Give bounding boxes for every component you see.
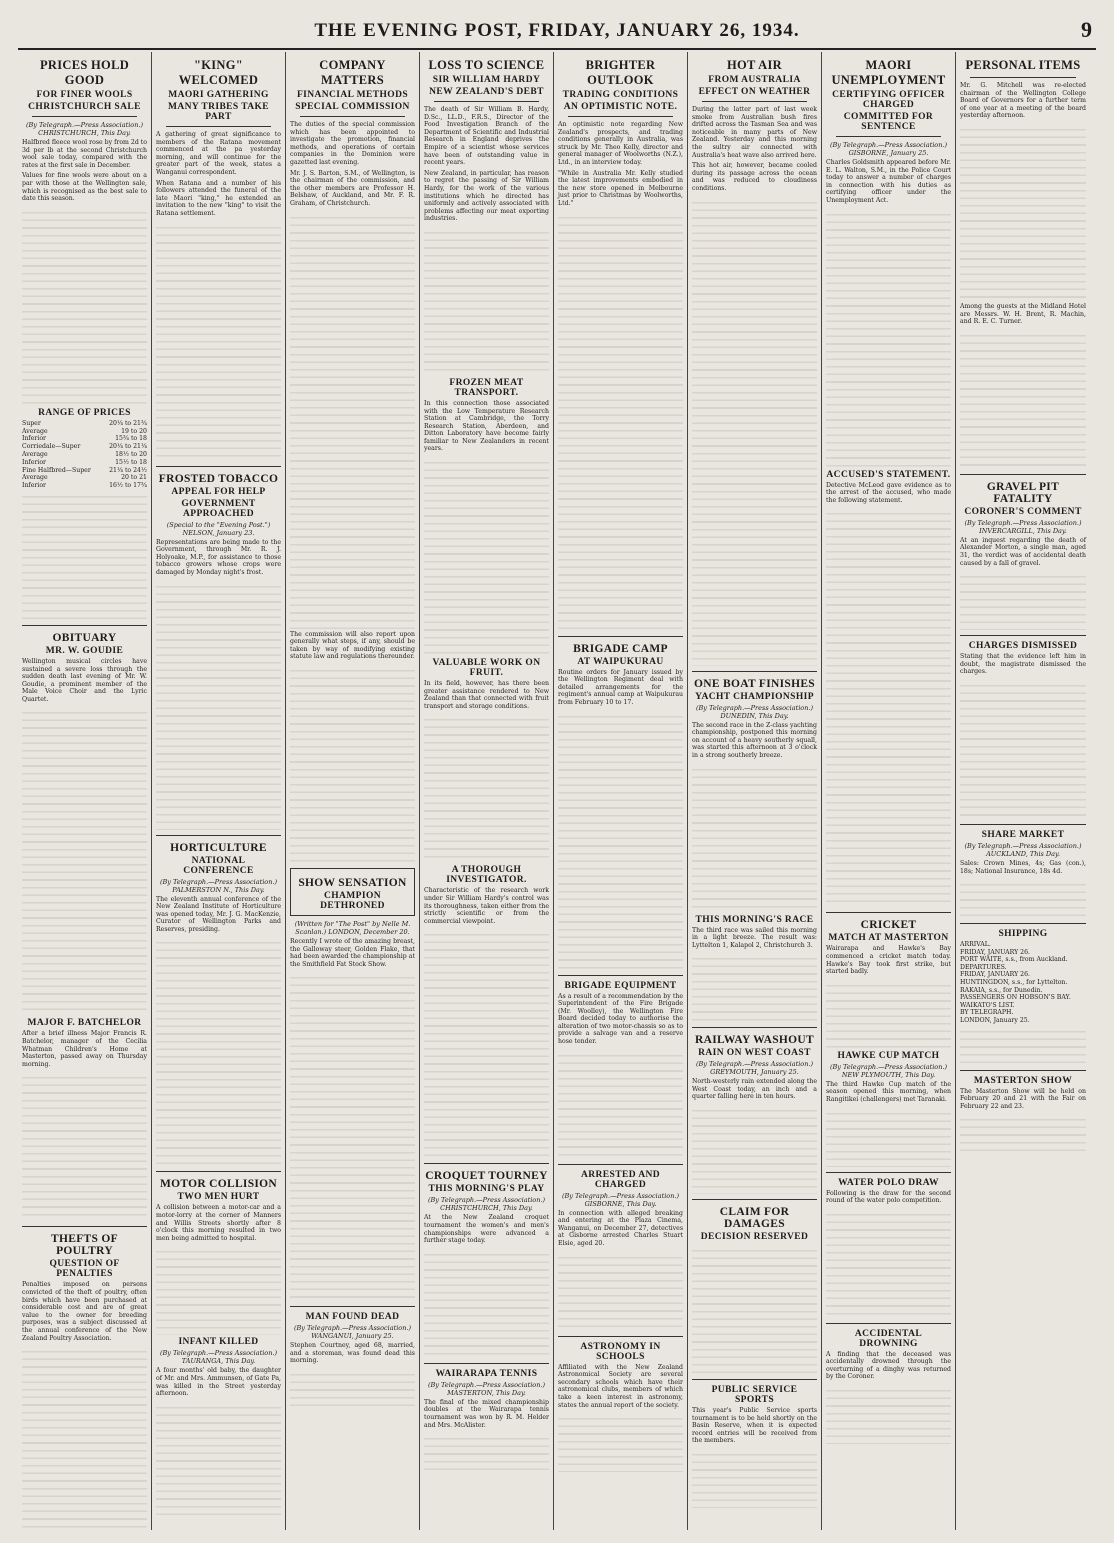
article-text: This year's Public Service sports tournament is to be held shortly on the Basin Reserve, when it is expected record entries will be received from the members. [692, 1407, 817, 1445]
page-number: 9 [1081, 17, 1092, 42]
subhead-brigade-equipment: BRIGADE EQUIPMENT [564, 980, 677, 991]
subhead-water-polo: WATER POLO DRAW [838, 1177, 939, 1188]
headline-show: SHOW SENSATION [298, 876, 407, 889]
article-text: The Masterton Show will be held on February 20 and 21 with the Fair on February 22 and 23. [960, 1087, 1086, 1110]
dateline: (By Telegraph.—Press Association.) PALMERSTON N., This Day. [159, 877, 278, 894]
subhead: SPECIAL COMMISSION [295, 102, 410, 112]
headline-gravel-pit: GRAVEL PIT FATALITY [986, 480, 1060, 505]
section-subhead: A THOROUGH INVESTIGATOR. [446, 865, 527, 886]
column-7 [822, 52, 956, 1530]
article-text: Characteristic of the research work under Sir William Hardy's control was its thoroughness, taken either from the strictly scientific or from the commercial viewpoint. [424, 887, 549, 925]
dateline: (By Telegraph.—Press Association.) WANGANUI, January 25. [293, 1324, 412, 1341]
subhead: FOR FINER WOOLS [36, 90, 133, 100]
dateline: (By Telegraph.—Press Association.) CHRISTCHURCH, This Day. [427, 1196, 546, 1213]
subhead: COMMITTED FOR SENTENCE [843, 112, 934, 132]
subhead: SIR WILLIAM HARDY [432, 75, 541, 85]
price-range: 20 to 21 [121, 474, 147, 482]
article-text: During the latter part of last week smoke from Australian bush fires drifted across the Tasman Sea and was noticeable in many parts of New Zealand. Yesterday and this morning the sultry air connected with Australia's heat wave also arrived here. [692, 106, 817, 159]
dateline: (By Telegraph.—Press Association.) INVERCARGILL, This Day. [964, 518, 1082, 535]
article-text: Following is the draw for the second round of the water polo competition. [826, 1189, 951, 1205]
headline-poultry: THEFTS OF POULTRY [51, 1233, 118, 1258]
article-text: A gathering of great significance to members of the Ratana movement commenced at the pa yesterday morning, and will continue for the greater part of the week, states a Wanganui correspondent. [156, 131, 281, 176]
price-grade: Average [22, 427, 48, 435]
subhead: RAIN ON WEST COAST [698, 1048, 811, 1059]
shipping-line: PORT WAITE, s.s., from Auckland. [960, 956, 1068, 964]
price-range: 20¼ to 21¼ [109, 443, 147, 451]
article-text: Representations are being made to the Government, through Mr. R. J. Holyoake, M.P., for assistance to those tobacco growers whose crops were damaged by Monday night's frost. [156, 538, 281, 576]
price-row [22, 459, 147, 467]
subhead: MAORI GATHERING [168, 90, 269, 100]
price-row [22, 467, 147, 475]
article-text: Mr. J. S. Barton, S.M., of Wellington, is the chairman of the commission, and the other members are Professor H. Belshaw, of Auckland, and Mr. F. R. Graham, of Christchurch. [290, 169, 415, 207]
subhead: NEW ZEALAND'S DEBT [429, 87, 544, 97]
price-range: 16½ to 17¾ [109, 482, 147, 490]
headline-maori-unemployment: MAORI UNEMPLOYMENT [831, 58, 946, 87]
dateline: (By Telegraph.—Press Association.) TAURANGA, This Day. [159, 1349, 278, 1366]
headline-croquet: CROQUET TOURNEY [425, 1170, 548, 1183]
shipping-line: LONDON, January 25. [960, 1017, 1030, 1025]
article-text: New Zealand, in particular, has reason to regret the passing of Sir William Hardy, for the work of the various institutions which he directed has uniformly and actively associated with problems affecting our meat exporting industries. [424, 169, 549, 223]
article-text: The death of Sir William B. Hardy, D.Sc., LL.D., F.R.S., Director of the Food Investigation Branch of the Department of Scientific and Industrial Research in England deprives the Empire of a scientist whose services have been of outstanding value in recent years. [424, 106, 549, 167]
price-grade: Inferior [22, 435, 47, 443]
headline-horticulture: HORTICULTURE [170, 841, 267, 854]
dateline: (Written for "The Post" by Nelle M. Scanlan.) LONDON, December 20. [294, 919, 411, 936]
column-3 [286, 52, 420, 1530]
subhead: GOVERNMENT APPROACHED [181, 498, 256, 519]
subhead: YACHT CHAMPIONSHIP [695, 691, 814, 702]
subhead-infant: INFANT KILLED [178, 1337, 259, 1348]
show-sensation-box [290, 868, 415, 916]
dateline: (By Telegraph.—Press Association.) GISBORNE, January 25. [829, 141, 948, 157]
article-text: A four months' old baby, the daughter of Mr. and Mrs. Ammunsen, of Gate Pa, was killed in the Street yesterday afternoon. [156, 1367, 281, 1398]
dateline: (Special to the "Evening Post.") NELSON, January 23. [166, 520, 271, 537]
price-range: 18½ to 20 [115, 450, 147, 458]
article-text: "While in Australia Mr. Kelly studied the latest improvements embodied in the new store opened in Melbourne just prior to Christmas by Woolworths, Ltd." [558, 169, 683, 207]
price-grade: Super [22, 419, 41, 427]
article-text: North-westerly rain extended along the West Coast today, an inch and a quarter falling here in ten hours. [692, 1078, 817, 1101]
dateline: (By Telegraph.—Press Association.) NEW PLYMOUTH, This Day. [829, 1062, 948, 1079]
article-text: The third Hawke Cup match of the season opened this morning, when Rangitikei (challengers) met Taranaki. [826, 1080, 951, 1103]
headline-claim: CLAIM FOR DAMAGES [719, 1206, 790, 1231]
masthead [18, 14, 1096, 50]
article-text: Sales: Crown Mines, 4s; Gas (con.), 18s; National Insurance, 18s 4d. [960, 859, 1086, 875]
price-grade: Fine Halfbred—Super [22, 466, 91, 474]
subhead-public-service: PUBLIC SERVICE SPORTS [711, 1385, 798, 1406]
headline-science: LOSS TO SCIENCE [428, 58, 545, 72]
headline-outlook: BRIGHTER OUTLOOK [585, 58, 656, 87]
subhead-morning-race: THIS MORNING'S RACE [695, 914, 814, 925]
shipping-line: FRIDAY, JANUARY 26. [960, 971, 1031, 979]
subhead-drowning: ACCIDENTAL DROWNING [854, 1328, 923, 1349]
dateline: (By Telegraph.—Press Association.) AUCKLAND, This Day. [964, 841, 1082, 858]
newspaper-title: THE EVENING POST, FRIDAY, JANUARY 26, 1934. [314, 20, 800, 41]
dateline: (By Telegraph.—Press Association.) DUNEDIN, This Day. [695, 703, 814, 720]
article-text: In its field, however, has there been greater assistance rendered to New Zealand than that connected with fruit transport and storage conditions. [424, 680, 549, 710]
price-row [22, 435, 147, 443]
subhead-arrested: ARRESTED AND CHARGED [581, 1169, 660, 1190]
subhead: MR. W. GOUDIE [45, 645, 124, 656]
subhead: QUESTION OF PENALTIES [49, 1259, 120, 1280]
dateline: (By Telegraph.—Press Association.) CHRISTCHURCH, This Day. [25, 121, 144, 137]
headline-king: "KING" WELCOMED [178, 58, 259, 87]
article-text: An optimistic note regarding New Zealand's prospects, and trading conditions generally in Australia, was struck by Mr. Theo Kelly, director and general manager of Woolworths (N.Z.), Ltd., in an interview today. [558, 121, 683, 166]
article-text: Halfbred fleece wool rose by from 2d to 3d per lb at the second Christchurch wool sale today, compared with the rates at the first sale in December. [22, 139, 147, 169]
subhead: APPEAL FOR HELP [171, 486, 266, 497]
article-text: Detective McLeod gave evidence as to the arrest of the accused, who made the following statement. [826, 481, 951, 504]
subhead-tennis: WAIRARAPA TENNIS [435, 1368, 538, 1379]
subhead: TRADING CONDITIONS [562, 90, 679, 100]
subhead: CHAMPION DETHRONED [320, 890, 385, 911]
headline-boat: ONE BOAT FINISHES [694, 677, 815, 690]
article-text: In this connection those associated with the Low Temperature Research Station at Cambridge, the Torry Research Station, Aberdeen, and Ditton Laboratory have become fairly familiar to New Zealanders in recent years. [424, 399, 549, 453]
subhead: CERTIFYING OFFICER CHARGED [832, 90, 945, 110]
subhead: FROM AUSTRALIA [708, 75, 801, 85]
article-text: The eleventh annual conference of the New Zealand Institute of Horticulture was opened today, Mr. J. G. MacKenzie, Curator of Wellington Parks and Reserves, presiding. [156, 895, 281, 933]
article-text: Stephen Courtney, aged 68, married, and a storeman, was found dead this morning. [290, 1342, 415, 1365]
price-row [22, 482, 147, 490]
article-text: Penalties imposed on persons convicted of the theft of poultry, often birds which have been purchased at considerable cost and are of great value to the owner for breeding purposes, was a subject discussed at the annual conference of the New Zealand Poultry Association. [22, 1281, 147, 1342]
headline-personal: PERSONAL ITEMS [965, 58, 1081, 72]
shipping-line: PASSENGERS ON HOBSON'S BAY. [960, 994, 1071, 1002]
subhead: AN OPTIMISTIC NOTE. [563, 102, 678, 112]
price-row [22, 428, 147, 436]
article-text: The final of the mixed championship doubles at the Wairarapa tennis tournament was won by R. M. Helder and Mrs. McAlister. [424, 1398, 549, 1429]
shipping-line: RAKAIA, s.s., for Dunedin. [960, 986, 1043, 994]
article-text: Routine orders for January issued by the Wellington Regiment deal with detailed arrangements for the regiment's annual camp at Waipukurau from February 10 to 17. [558, 668, 683, 706]
price-range: 15½ to 18 [115, 458, 147, 466]
subhead-hawke-cup: HAWKE CUP MATCH [837, 1050, 940, 1061]
article-text: Stating that the evidence left him in doubt, the magistrate dismissed the charges. [960, 653, 1086, 676]
dateline: (By Telegraph.—Press Association.) GISBORNE, This Day. [561, 1191, 680, 1208]
column-1 [18, 52, 152, 1530]
headline-obituary: OBITUARY [52, 631, 117, 644]
shipping-line: DEPARTURES. [960, 963, 1007, 971]
article-text: A finding that the deceased was accidentally drowned through the overturning of a dinghy was returned by the Coroner. [826, 1350, 951, 1381]
shipping-line: ARRIVAL. [960, 941, 991, 949]
column-4 [420, 52, 554, 1530]
column-2 [152, 52, 286, 1530]
headline-hot-air: HOT AIR [726, 58, 782, 72]
subhead: CHRISTCHURCH SALE [28, 102, 141, 112]
headline-railway: RAILWAY WASHOUT [694, 1034, 814, 1047]
subhead: MANY TRIBES TAKE PART [167, 102, 270, 122]
subhead: MATCH AT MASTERTON [828, 933, 949, 944]
article-text: Charles Goldsmith appeared before Mr. E. L. Walton, S.M., in the Police Court today to answer a number of charges in connection with his duties as certifying officer under the Unemployment Act. [826, 159, 951, 204]
subhead: FINANCIAL METHODS [296, 90, 409, 100]
headline-cricket: CRICKET [860, 919, 917, 932]
subhead-astronomy: ASTRONOMY IN SCHOOLS [580, 1341, 661, 1362]
price-row [22, 474, 147, 482]
section-subhead: ACCUSED'S STATEMENT. [826, 469, 951, 480]
article-text: Values for fine wools were about on a par with those at the Wellington sale, which is recognised as the best sale to date this season. [22, 172, 147, 203]
article-text: In connection with alleged breaking and entering at the Plaza Cinema, Wanganui, on December 27, detectives at Gisborne arrested Charles Stuart Elsie, aged 20. [558, 1209, 683, 1248]
subhead: AT WAIPUKURAU [577, 656, 664, 667]
subhead-masterton-show: MASTERTON SHOW [973, 1075, 1073, 1086]
price-range: 19 to 20 [121, 427, 147, 435]
article-text: Recently I wrote of the amazing breast, the Galloway steer, Golden Flake, that had been awarded the championship at the Smithfield Fat Stock Show. [290, 937, 415, 968]
article-text: A collision between a motor-car and a motor-lorry at the corner of Manners and Willis Streets shortly after 8 o'clock this morning resulted in two men being admitted to hospital. [156, 1204, 281, 1242]
headline-prices: PRICES HOLD GOOD [39, 58, 130, 87]
article-text: At the New Zealand croquet tournament the women's and men's championships were advanced a further stage today. [424, 1214, 549, 1245]
column-5 [554, 52, 688, 1530]
shipping-list [960, 941, 1086, 1025]
columns [18, 52, 1096, 1530]
article-text: When Ratana and a number of his followers attended the funeral of the late Maori "king," he extended an invitation to the new "king" to visit the Ratana settlement. [156, 179, 281, 217]
price-grade: Inferior [22, 458, 47, 466]
column-8 [956, 52, 1090, 1530]
article-text: Among the guests at the Midland Hotel are Messrs. W. H. Brent, R. Machin, and R. E. C. Turner. [960, 302, 1086, 326]
column-6 [688, 52, 822, 1530]
price-grade: Average [22, 450, 48, 458]
section-subhead: FROZEN MEAT TRANSPORT. [449, 377, 524, 398]
price-grade: Corriedale—Super [22, 443, 81, 451]
subhead: CORONER'S COMMENT [964, 506, 1082, 517]
price-grade: Inferior [22, 482, 47, 490]
article-text: The second race in the Z-class yachting championship, postponed this morning on account of a heavy southerly squall, was started this afternoon at 3 o'clock in a strong southerly breeze. [692, 721, 817, 759]
headline-motor: MOTOR COLLISION [159, 1178, 278, 1191]
dateline: (By Telegraph.—Press Association.) MASTERTON, This Day. [427, 1380, 546, 1397]
article-text: Affiliated with the New Zealand Astronomical Society are several secondary schools which have their astronomical clubs, members of which take a keen interest in astronomy, states the annual report of the society. [558, 1363, 683, 1409]
shipping-line: BY TELEGRAPH. [960, 1009, 1014, 1017]
shipping-line: HUNTINGDON, s.s., for Lyttelton. [960, 979, 1068, 987]
headline-company: COMPANY MATTERS [319, 58, 386, 87]
subhead-man-found: MAN FOUND DEAD [305, 1312, 400, 1323]
article-text: At an inquest regarding the death of Alexander Morton, a single man, aged 31, the verdict was of accidental death caused by a fall of gravel. [960, 536, 1086, 567]
article-text: The third race was sailed this morning in a light breeze. The result was: Lyttelton 1, Kalapol 2, Christchurch 3. [692, 926, 817, 949]
article-text: The commission will also report upon generally what steps, if any, should be taken by way of modifying existing statute law and regulations thereunder. [290, 630, 415, 661]
subhead: EFFECT ON WEATHER [698, 87, 811, 97]
price-row [22, 451, 147, 459]
subhead-charges: CHARGES DISMISSED [968, 641, 1078, 652]
subhead: THIS MORNING'S PLAY [428, 1184, 545, 1195]
range-title: RANGE OF PRICES [38, 407, 131, 418]
headline-brigade-camp: BRIGADE CAMP [573, 642, 668, 655]
shipping-line: WAIKATO'S LIST. [960, 1001, 1015, 1009]
article-text: The duties of the special commission which has been appointed to investigate the promotion, financial methods, and operations of certain companies in the Dominion were gazetted last evening. [290, 121, 415, 166]
article-text: As a result of a recommendation by the Superintendent of the Fire Brigade (Mr. Woolley), the Wellington Fire Board decided today to authorise the alteration of two motor-chassis so as to provide a salvage van and a reserve hose tender. [558, 992, 683, 1046]
price-row [22, 420, 147, 428]
subhead-shipping: SHIPPING [998, 929, 1048, 940]
price-grade: Average [22, 474, 48, 482]
article-text: This hot air, however, became cooled during its passage across the ocean and was reduced to cloudiness conditions. [692, 162, 817, 192]
subhead-batchelor: MAJOR F. BATCHELOR [27, 1018, 142, 1029]
article-text: Mr. G. Mitchell was re-elected chairman of the Wellington College Board of Governors for a further term of one year at a meeting of the board yesterday afternoon. [960, 82, 1086, 120]
price-table [22, 420, 147, 490]
headline-tobacco: FROSTED TOBACCO [158, 472, 279, 485]
article-text: Wairarapa and Hawke's Bay commenced a cricket match today. Hawke's Bay took first strike, but started badly. [826, 945, 951, 976]
subhead-share-market: SHARE MARKET [981, 829, 1065, 840]
price-range: 15¾ to 18 [115, 435, 147, 443]
price-range: 20¼ to 21¾ [109, 419, 147, 427]
article-text: Wellington musical circles have sustained a severe loss through the sudden death last evening of Mr. W. Goudie, a prominent member of the Male Voice Choir and the Lyric Quartet. [22, 657, 147, 703]
price-range: 21¼ to 24½ [109, 466, 147, 474]
section-subhead: VALUABLE WORK ON FRUIT. [432, 658, 541, 679]
subhead: DECISION RESERVED [700, 1232, 809, 1243]
shipping-line: FRIDAY, JANUARY 26. [960, 948, 1031, 956]
article-text: After a brief illness Major Francis R. Batchelor, manager of the Cecilia Whatman Children's Home at Masterton, passed away on Thursday morning. [22, 1030, 147, 1068]
price-row [22, 443, 147, 451]
subhead: NATIONAL CONFERENCE [183, 855, 254, 876]
dateline: (By Telegraph.—Press Association.) GREYMOUTH, January 25. [695, 1060, 814, 1077]
subhead: TWO MEN HURT [177, 1192, 260, 1203]
